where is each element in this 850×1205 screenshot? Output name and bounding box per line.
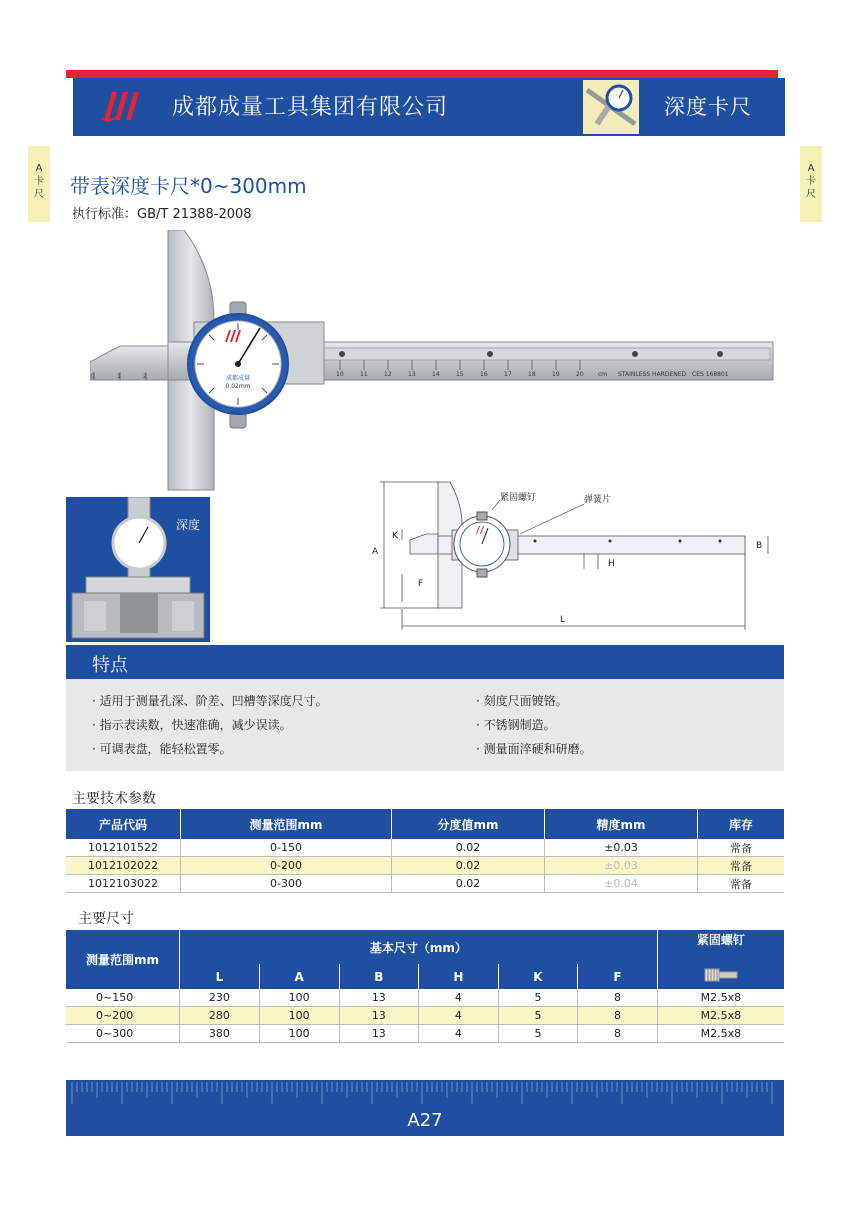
ruler-mark: 1 — [117, 373, 121, 380]
cell: 0~300 — [66, 1025, 180, 1043]
page-number: A27 — [407, 1110, 443, 1131]
side-tab-letter: A — [807, 163, 815, 174]
cell: 0.02 — [392, 857, 545, 875]
ruler-mark: 10 — [336, 371, 344, 378]
dim-header-basic: 基本尺寸（mm） — [180, 930, 658, 964]
dim-H: H — [608, 559, 615, 569]
feature-item: · 测量面淬硬和研磨。 — [476, 742, 592, 756]
dim-table-title: 主要尺寸 — [78, 911, 134, 927]
ruler-mark: 0 — [91, 373, 95, 380]
cell: 4 — [419, 1025, 499, 1043]
screw-icon — [657, 964, 784, 989]
cell: 0-150 — [181, 839, 392, 857]
table-row — [66, 989, 784, 1007]
diagram-screw-label: 紧固螺钉 — [500, 493, 537, 503]
ruler-mark: 20 — [576, 371, 584, 378]
cell: 常备 — [698, 839, 785, 857]
dial-brand: 成都成量 — [225, 375, 251, 382]
ruler-cert: CES 168801 — [692, 371, 729, 378]
product-standard: 执行标准：GB/T 21388-2008 — [72, 207, 252, 222]
ruler-mark: 11 — [360, 371, 368, 378]
ruler-mark: 13 — [408, 371, 416, 378]
dim-header-range: 测量范围mm — [66, 930, 180, 989]
feature-item: · 适用于测量孔深、阶差、凹槽等深度尺寸。 — [92, 694, 328, 708]
dim-B: B — [756, 541, 763, 551]
cell: 13 — [339, 1025, 419, 1043]
dim-table-header-row — [66, 930, 784, 964]
dim-table — [66, 930, 784, 1043]
cell: 380 — [180, 1025, 260, 1043]
ruler-stamp: STAINLESS HARDENED — [618, 371, 687, 378]
side-tab-char2: 尺 — [806, 189, 816, 200]
cell: 常备 — [698, 875, 785, 893]
cell: 100 — [259, 1025, 339, 1043]
ruler-mark: 17 — [504, 371, 512, 378]
dim-A: A — [372, 547, 379, 557]
cell: 0-200 — [181, 857, 392, 875]
feature-item: · 刻度尺面镀铬。 — [476, 694, 568, 708]
cell: 0~200 — [66, 1007, 180, 1025]
company-logo-icon — [98, 88, 148, 124]
dim-F: F — [418, 579, 424, 589]
cell: 5 — [498, 1007, 578, 1025]
side-tab-letter: A — [35, 163, 43, 174]
cell: 0-300 — [181, 875, 392, 893]
cell: 5 — [498, 989, 578, 1007]
feature-item: · 指示表读数，快速准确，减少误读。 — [92, 718, 292, 732]
cell: 8 — [578, 1007, 658, 1025]
spec-header-range: 测量范围mm — [181, 809, 392, 839]
header-product-thumbnail — [583, 80, 639, 134]
spec-table — [66, 809, 784, 893]
table-row — [66, 1007, 784, 1025]
table-row — [66, 839, 784, 857]
table-row — [66, 857, 784, 875]
table-row — [66, 875, 784, 893]
feature-item: · 不锈钢制造。 — [476, 718, 556, 732]
ruler-mark: 14 — [432, 371, 440, 378]
dim-subheader: B — [339, 964, 419, 989]
cell: 280 — [180, 1007, 260, 1025]
cell: ±0.03 — [545, 839, 698, 857]
cell: 8 — [578, 1025, 658, 1043]
cell: 1012103022 — [66, 875, 181, 893]
cell: 1012102022 — [66, 857, 181, 875]
cell: 0.02 — [392, 839, 545, 857]
diagram-spring-label: 弹簧片 — [584, 495, 612, 505]
features-title: 特点 — [92, 655, 128, 676]
cell: 1012101522 — [66, 839, 181, 857]
ruler-mark: 15 — [456, 371, 464, 378]
cell: 13 — [339, 989, 419, 1007]
spec-header-accuracy: 精度mm — [545, 809, 698, 839]
cell: ±0.03 — [545, 857, 698, 875]
header-red-bar — [66, 70, 778, 78]
cell: 100 — [259, 1007, 339, 1025]
ruler-unit: cm — [598, 371, 608, 378]
cell: M2.5x8 — [657, 1007, 784, 1025]
ruler-mark: 18 — [528, 371, 536, 378]
side-tab-char1: 卡 — [806, 176, 816, 187]
features-header — [66, 645, 784, 679]
dim-header-screw: 紧固螺钉 — [657, 930, 784, 964]
cell: 4 — [419, 989, 499, 1007]
cell: 8 — [578, 989, 658, 1007]
spec-table-header-row — [66, 809, 784, 839]
footer-ruler-decoration — [66, 1080, 784, 1110]
dim-subheader: F — [578, 964, 658, 989]
side-tab-left[interactable] — [28, 146, 50, 222]
product-photo — [90, 230, 780, 500]
spec-header-stock: 库存 — [698, 809, 785, 839]
cell: 常备 — [698, 857, 785, 875]
side-tab-char1: 卡 — [34, 176, 44, 187]
cell: 230 — [180, 989, 260, 1007]
cell: 5 — [498, 1025, 578, 1043]
dimension-diagram — [370, 474, 785, 639]
feature-item: · 可调表盘，能轻松置零。 — [92, 742, 232, 756]
dim-subheader: K — [498, 964, 578, 989]
cell: 100 — [259, 989, 339, 1007]
ruler-mark: 16 — [480, 371, 488, 378]
ruler-mark: 2 — [143, 373, 147, 380]
usage-label: 深度 — [176, 518, 201, 532]
category-title: 深度卡尺 — [664, 95, 752, 119]
cell: ±0.04 — [545, 875, 698, 893]
dim-subheader: L — [180, 964, 260, 989]
spec-header-resolution: 分度值mm — [392, 809, 545, 839]
side-tab-right[interactable] — [800, 146, 822, 222]
dim-L: L — [560, 615, 566, 625]
side-tab-char2: 尺 — [34, 189, 44, 200]
dim-K: K — [392, 531, 398, 541]
spec-table-title: 主要技术参数 — [72, 791, 156, 807]
cell: 4 — [419, 1007, 499, 1025]
cell: M2.5x8 — [657, 1025, 784, 1043]
cell: M2.5x8 — [657, 989, 784, 1007]
dim-subheader: H — [419, 964, 499, 989]
cell: 0.02 — [392, 875, 545, 893]
cell: 13 — [339, 1007, 419, 1025]
product-title: 带表深度卡尺*0~300mm — [70, 174, 307, 198]
dim-subheader: A — [259, 964, 339, 989]
table-row — [66, 1025, 784, 1043]
ruler-mark: 12 — [384, 371, 392, 378]
ruler-mark: 19 — [552, 371, 560, 378]
company-name: 成都成量工具集团有限公司 — [172, 95, 449, 120]
spec-header-code: 产品代码 — [66, 809, 181, 839]
dial-unit: 0.02mm — [225, 383, 251, 390]
cell: 0~150 — [66, 989, 180, 1007]
